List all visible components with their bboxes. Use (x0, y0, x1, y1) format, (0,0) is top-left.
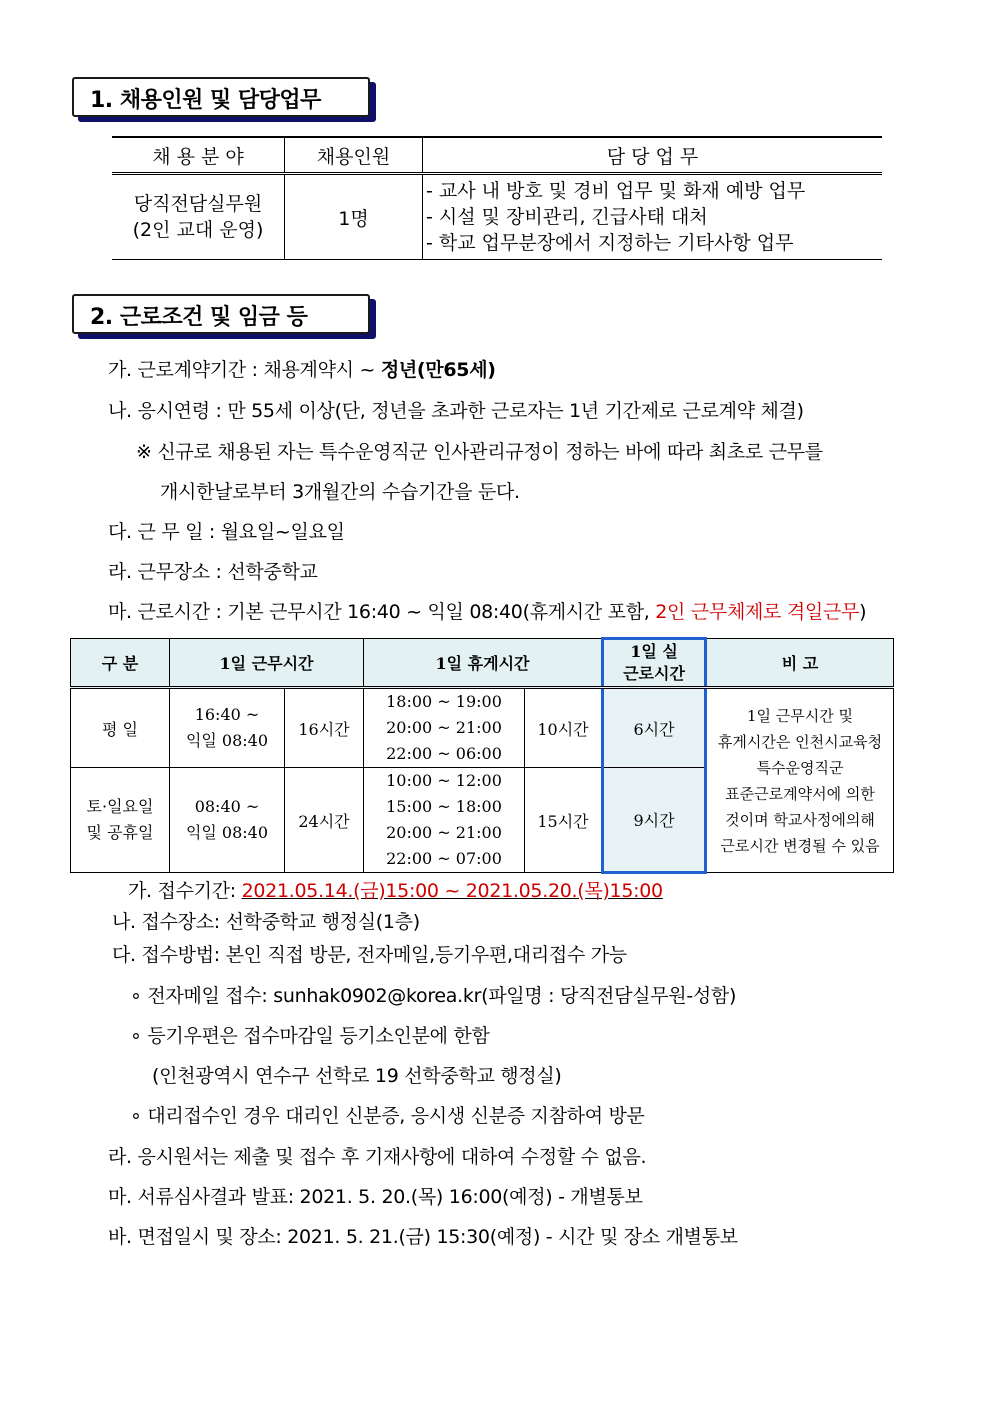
probation-note-2: 개시한날로부터 3개월간의 수습기간을 둔다. (160, 481, 520, 503)
mail-address-line: (인천광역시 연수구 선학로 19 선학중학교 행정실) (152, 1065, 562, 1087)
contract-period-label: 가. 근로계약기간 : 채용계약시 ~ (108, 359, 381, 381)
th-work-time: 1일 근무시간 (170, 639, 364, 688)
retirement-age: 정년(만65세) (380, 359, 496, 381)
work-hours-label: 마. 근로시간 : 기본 근무시간 16:40 ~ 익일 08:40(휴게시간 포함, (108, 601, 656, 623)
section2-title: 2. 근로조건 및 임금 등 (90, 305, 308, 330)
th-rest-time: 1일 휴게시간 (364, 639, 603, 688)
alternate-day-note: 2인 근무체제로 격일근무 (655, 601, 860, 623)
application-method-line: 다. 접수방법: 본인 직접 방문, 전자메일,등기우편,대리접수 가능 (112, 944, 627, 966)
recruitment-table-row (112, 174, 882, 260)
work-hours-line (108, 597, 866, 624)
count-cell: 1명 (285, 174, 423, 260)
weekday-row (71, 688, 894, 768)
weekend-actual-hours: 9시간 (603, 768, 706, 873)
weekend-rest-time: 10:00 ~ 12:00 15:00 ~ 18:00 20:00 ~ 21:00 22:00 ~ 07:00 (364, 768, 525, 873)
workplace-line: 라. 근무장소 : 선학중학교 (108, 561, 318, 583)
weekday-rest-hours: 10시간 (525, 688, 603, 768)
weekend-work-hours: 24시간 (285, 768, 364, 873)
th-actual (603, 639, 706, 688)
field-cell (112, 174, 285, 260)
work-hours-close: ) (859, 601, 867, 623)
header-field: 채 용 분 야 (112, 137, 285, 174)
field-line1: 당직전담실무원 (133, 193, 263, 215)
duty-cell (423, 174, 883, 260)
duty-1: - 교사 내 방호 및 경비 업무 및 화재 예방 업무 (426, 180, 806, 202)
th-category: 구 분 (71, 639, 170, 688)
no-modification-line: 라. 응시원서는 제출 및 접수 후 기재사항에 대하여 수정할 수 없음. (108, 1146, 647, 1168)
weekend-work-time: 08:40 ~ 익일 08:40 (170, 768, 285, 873)
weekday-work-time: 16:40 ~ 익일 08:40 (170, 688, 285, 768)
section1-title: 1. 채용인원 및 담당업무 (90, 88, 321, 113)
duty-2: - 시설 및 장비관리, 긴급사태 대처 (426, 206, 708, 228)
header-duty: 담 당 업 무 (423, 137, 883, 174)
th-remark: 비 고 (706, 639, 894, 688)
age-line: 나. 응시연령 : 만 55세 이상(단, 정년을 초과한 근로자는 1년 기간제로 근로계약 체결) (108, 400, 804, 422)
section2-title-box (72, 294, 370, 334)
weekend-rest-hours: 15시간 (525, 768, 603, 873)
work-hours-table (70, 637, 894, 874)
recruitment-table-header (112, 137, 882, 174)
weekday-actual-hours: 6시간 (603, 688, 706, 768)
weekend-label: 토·일요일 및 공휴일 (71, 768, 170, 873)
field-line2: (2인 교대 운영) (132, 219, 264, 241)
email-application-line: ∘ 전자메일 접수: sunhak0902@korea.kr(파일명 : 당직전담실무원-성함) (130, 985, 737, 1007)
work-hours-table-header (71, 639, 894, 688)
workday-line: 다. 근 무 일 : 월요일~일요일 (108, 521, 345, 543)
probation-note-1: ※ 신규로 채용된 자는 특수운영직군 인사관리규정이 정하는 바에 따라 최초로 근무를 (136, 441, 823, 463)
mail-application-line: ∘ 등기우편은 접수마감일 등기소인분에 한함 (130, 1025, 490, 1047)
proxy-application-line: ∘ 대리접수인 경우 대리인 신분증, 응시생 신분증 지참하여 방문 (130, 1105, 645, 1127)
weekday-label: 평 일 (71, 688, 170, 768)
document-result-line: 마. 서류심사결과 발표: 2021. 5. 20.(목) 16:00(예정) - 개별통보 (108, 1186, 643, 1208)
application-period-label: 가. 접수기간: (128, 880, 242, 902)
weekday-work-hours: 16시간 (285, 688, 364, 768)
interview-line: 바. 면접일시 및 장소: 2021. 5. 21.(금) 15:30(예정) - 시간 및 장소 개별통보 (108, 1226, 738, 1248)
section1-title-box (72, 77, 370, 117)
application-period-line (128, 876, 663, 903)
recruitment-table (112, 136, 882, 260)
application-period: 2021.05.14.(금)15:00 ~ 2021.05.20.(목)15:00 (241, 880, 663, 902)
weekday-rest-time: 18:00 ~ 19:00 20:00 ~ 21:00 22:00 ~ 06:00 (364, 688, 525, 768)
remark-cell: 1일 근무시간 및 휴게시간은 인천시교육청 특수운영직군 표준근로계약서에 의한 것이며 학교사정에의해 근로시간 변경될 수 있음 (706, 688, 894, 873)
th-actual-line2: 근로시간 (623, 664, 685, 683)
header-count: 채용인원 (285, 137, 423, 174)
contract-period-line (108, 355, 496, 382)
duty-3: - 학교 업무분장에서 지정하는 기타사항 업무 (426, 232, 794, 254)
th-actual-line1: 1일 실 (630, 642, 678, 661)
application-place-line: 나. 접수장소: 선학중학교 행정실(1층) (112, 911, 420, 933)
